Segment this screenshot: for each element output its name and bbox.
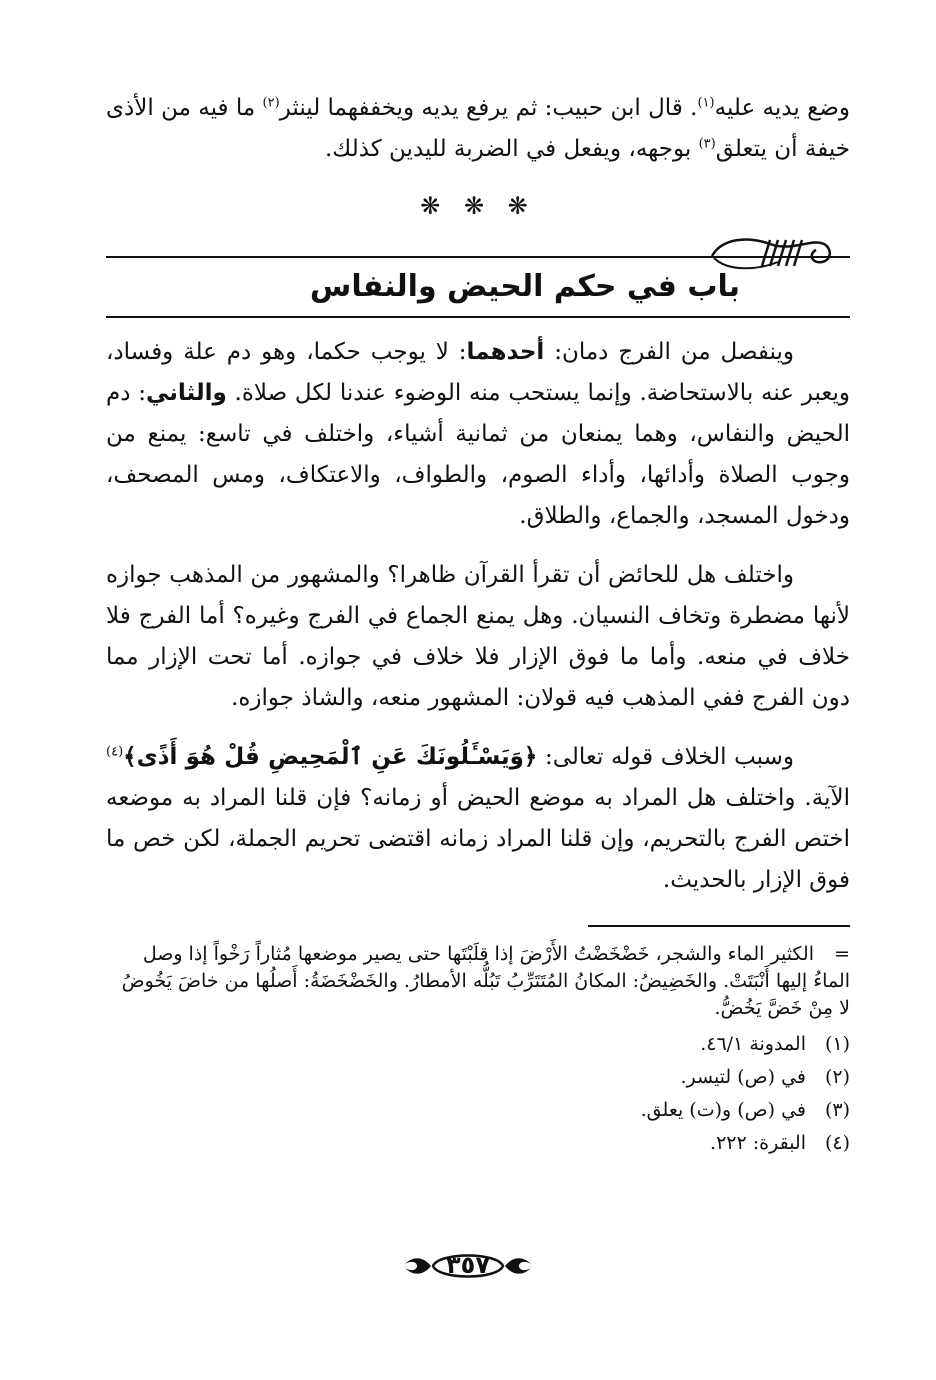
footnote-item bbox=[106, 1094, 850, 1127]
chapter-title: باب في حكم الحيض والنفاس bbox=[309, 269, 740, 304]
footnote-text: المدونة ٤٦/١. bbox=[700, 1033, 806, 1055]
page-number: ٣٥٧ bbox=[446, 1251, 490, 1279]
paragraph-reason bbox=[106, 737, 850, 901]
bold-term: والثاني bbox=[146, 380, 227, 406]
footnote-text: في (ص) و(ت) يعلق. bbox=[640, 1099, 806, 1121]
text-run: ما فيه من الأذى خيفة أن يتعلق bbox=[106, 95, 850, 162]
footnote-ref[interactable]: (٣) bbox=[698, 136, 716, 152]
text-run: : لا يوجب حكما، وهو دم علة وفساد، ويعبر عنه بالاستحاضة. وإنما يستحب منه الوضوء عندنا لكل صلاة. bbox=[106, 339, 850, 406]
footnote-item bbox=[106, 1127, 850, 1160]
paragraph-recitation: واختلف هل للحائض أن تقرأ القرآن ظاهرا؟ والمشهور من المذهب جوازه لأنها مضطرة وتخاف النسيان. وهل يمنع الجماع في الفرج وغيره؟ أما الفرج فلا خلاف في منعه. وأما ما فوق الإزار فلا خلاف في جوازه. أما تحت الإزار مما دون الفرج ففي المذهب فيه قولان: المشهور منعه، والشاذ جوازه. bbox=[106, 562, 850, 711]
footnote-text: البقرة: ٢٢٢. bbox=[710, 1132, 806, 1154]
section-separator-stars: ❋ ❋ ❋ bbox=[420, 192, 536, 220]
footnote-number: (٢) bbox=[824, 1066, 850, 1088]
text-run: بوجهه، ويفعل في الضربة لليدين كذلك. bbox=[325, 136, 699, 162]
text-run: الآية. واختلف هل المراد به موضع الحيض أو زمانه؟ فإن قلنا المراد به موضعه اختص الفرج بالتحريم، وإن قلنا المراد زمانه اقتضى تحريم الجملة، لكن خص ما فوق الإزار بالحديث. bbox=[106, 785, 850, 893]
text-run: . قال ابن حبيب: ثم يرفع يديه ويخففهما لينثر bbox=[279, 95, 698, 121]
bold-term: أحدهما bbox=[466, 339, 545, 365]
footnote-number: (٤) bbox=[824, 1132, 850, 1154]
footnote-continuation bbox=[106, 941, 850, 1022]
footnote-number: (١) bbox=[824, 1033, 850, 1055]
chapter-heading-block bbox=[106, 230, 850, 322]
text-run: وسبب الخلاف قوله تعالى: bbox=[537, 744, 794, 770]
quran-quote: ﴿وَيَسْـَٔلُونَكَ عَنِ ٱلْمَحِيضِ قُلْ هُوَ أَذًى﴾ bbox=[123, 744, 538, 770]
footnote-ref[interactable]: (٢) bbox=[262, 95, 280, 111]
page-content bbox=[106, 88, 850, 1160]
paragraph-opening bbox=[106, 88, 850, 170]
footnote-text: في (ص) لتيسر. bbox=[680, 1066, 806, 1088]
footnote-ref[interactable]: (١) bbox=[697, 95, 715, 111]
text-run: : دم الحيض والنفاس، وهما يمنعان من ثمانية أشياء، واختلف في تاسع: يمنع من وجوب الصلاة وأدائها، وأداء الصوم، والطواف، والاعتكاف، ومس المصحف، ودخول المسجد، والجماع، والطلاق. bbox=[106, 380, 850, 529]
footnote-ref[interactable]: (٤) bbox=[106, 744, 124, 760]
paragraph-two-bloods bbox=[106, 332, 850, 537]
text-run: وينفصل من الفرج دمان: bbox=[544, 339, 794, 365]
footnote-number: (٣) bbox=[824, 1099, 850, 1121]
footnote-text: الكثير الماء والشجر، خَضْخَضْتُ الأَرْضَ إذا قلَبْتَها حتى يصير موضعها مُثاراً رَخْواً إذا وصل الماءُ إليها أَنْبَتَتْ. والخَضِيضُ: المكانُ المُتَتَرِّبُ تَبُلُّه الأمطارُ. والخَضْخَضَةُ: أَصلُها من خاضَ يَخُوضُ لا مِنْ خَضَّ يَخُضُّ. bbox=[121, 943, 850, 1019]
continuation-mark: = bbox=[834, 943, 850, 965]
footnote-item bbox=[106, 1028, 850, 1061]
heading-rule-bottom bbox=[106, 316, 850, 318]
text-run: وضع يديه عليه bbox=[714, 95, 850, 121]
footnote-separator bbox=[588, 925, 850, 927]
footnote-item bbox=[106, 1061, 850, 1094]
